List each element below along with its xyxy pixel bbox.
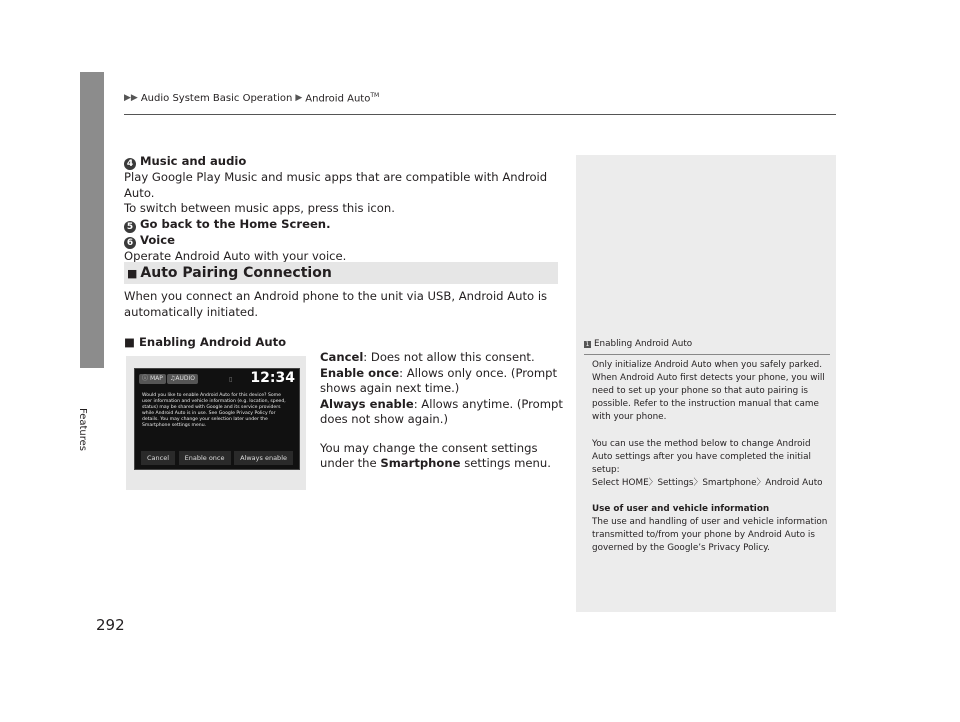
note-paragraph-3: The use and handling of user and vehicle information transmitted to/from your phone by Android Auto is governed by the Google’s Privacy Policy.: [592, 517, 828, 554]
arrow-right-icon: 〉: [693, 477, 703, 488]
screen-enable-once-option: Enable once: [179, 451, 231, 465]
note-heading: [584, 338, 830, 351]
section-paragraph: When you connect an Android phone to the unit via USB, Android Auto is automatically initiated.: [124, 289, 548, 319]
note-subtitle: Use of user and vehicle information: [592, 503, 770, 514]
cancel-description: Cancel: Does not allow this consent.: [320, 350, 535, 364]
subsection-marker-icon: ■: [124, 335, 135, 349]
phone-icon: ▯: [229, 376, 233, 383]
note-number-icon: 1: [585, 341, 590, 349]
note-rule: [584, 354, 830, 355]
screen-cancel-option: Cancel: [141, 451, 175, 465]
head-unit-screen: [134, 368, 300, 470]
music-note-icon: ♫: [170, 375, 176, 382]
enable-once-description: Enable once: Allows only once. (Prompt shows again next time.): [320, 365, 558, 395]
sidebar-bar: [80, 72, 104, 368]
number-5-icon: 5: [124, 221, 136, 233]
item-4-line1: Play Google Play Music and music apps that are compatible with Android Auto.: [124, 170, 548, 200]
page-number: 292: [96, 616, 125, 634]
screen-clock: 12:34: [250, 370, 295, 386]
section-marker-icon: ■: [127, 266, 138, 280]
subsection-heading: [124, 335, 286, 349]
change-settings-text: You may change the consent settings under the Smartphone settings menu.: [320, 440, 551, 470]
arrow-right-icon: 〉: [756, 477, 766, 488]
number-6-icon: 6: [124, 237, 136, 249]
screen-always-enable-option: Always enable: [234, 451, 293, 465]
always-enable-description: Always enable: Allows anytime. (Prompt does not show again.): [320, 396, 563, 426]
breadcrumb-arrow-icon: ▶▶: [124, 93, 138, 104]
note-menu-path: Select HOME〉Settings〉Smartphone〉Android Auto: [592, 477, 823, 488]
number-4-icon: 4: [124, 158, 136, 170]
section-title: Auto Pairing Connection: [140, 265, 332, 281]
breadcrumb-item-2[interactable]: Android Auto™: [305, 92, 380, 105]
arrow-right-icon: 〉: [648, 477, 658, 488]
screen-map-button: ⓘ MAP: [139, 374, 166, 384]
sidebar-label: Features: [77, 408, 88, 451]
item-4-heading: 4 Music and audio: [124, 154, 564, 170]
info-icon: ⓘ: [142, 375, 149, 382]
note-title: Enabling Android Auto: [594, 339, 693, 349]
sidebar-tab: [80, 368, 104, 392]
note-paragraph-2: You can use the method below to change Android Auto settings after you have completed the initial setup:: [592, 438, 811, 475]
item-4-line2: To switch between music apps, press this icon.: [124, 201, 395, 215]
screen-option-bar: [135, 451, 299, 465]
breadcrumb-item-1[interactable]: Audio System Basic Operation: [140, 92, 293, 104]
note-paragraph-1: Only initialize Android Auto when you safely parked. When Android Auto first detects your phone, you will need to set up your phone so that auto pairing is possible. Refer to the instruction manual that came with your phone.: [592, 360, 825, 423]
breadcrumb-arrow-icon: ▶: [295, 93, 303, 104]
option-descriptions: [320, 350, 565, 472]
breadcrumb: [124, 92, 379, 104]
header-rule: [124, 114, 836, 115]
subsection-title: Enabling Android Auto: [139, 335, 287, 349]
item-6-line1: Operate Android Auto with your voice.: [124, 248, 347, 263]
section-heading: [124, 262, 558, 284]
note-content: [584, 338, 830, 555]
item-6-heading: 6 Voice: [124, 233, 564, 249]
screen-message: Would you like to enable Android Auto for this device? Some user information and vehicle information (e.g. location, speed, status) may be shared with Google and its service providers while Android Auto is in use. See Google Privacy Policy for details. You may change your selection later under the Smartphone settings menu.: [142, 393, 286, 428]
item-5-heading: 5 Go back to the Home Screen.: [124, 217, 564, 233]
item-list: [124, 154, 564, 264]
screen-audio-button: ♫AUDIO: [167, 374, 198, 384]
